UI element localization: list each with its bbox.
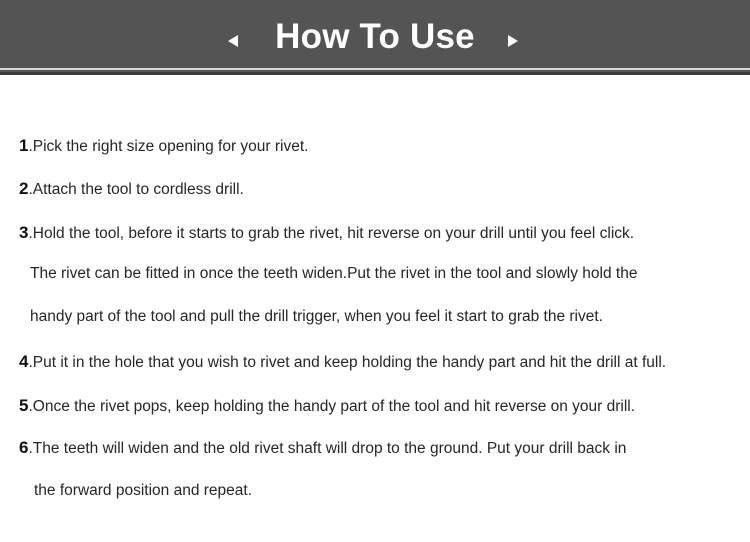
step-6-continuation (34, 481, 252, 501)
step-text: .Put it in the hole that you wish to rivet and keep holding the handy part and hit the drill at full. (28, 354, 667, 371)
step-4 (19, 352, 666, 373)
step-number: 6 (19, 438, 29, 457)
step-2 (19, 179, 244, 200)
step-text: The rivet can be fitted in once the teeth widen.Put the rivet in the tool and slowly hold the (30, 265, 638, 282)
header-shadow (0, 72, 750, 75)
step-3 (19, 223, 634, 244)
step-text: handy part of the tool and pull the drill trigger, when you feel it start to grab the rivet. (30, 308, 603, 325)
step-5 (19, 396, 635, 417)
step-number: 5 (19, 396, 29, 415)
step-1 (19, 136, 308, 157)
step-text: .Pick the right size opening for your rivet. (28, 138, 309, 155)
step-number: 4 (19, 352, 29, 371)
step-text: .Once the rivet pops, keep holding the handy part of the tool and hit reverse on your drill. (28, 398, 636, 415)
step-text: .The teeth will widen and the old rivet shaft will drop to the ground. Put your drill back in (28, 440, 627, 457)
page-title: How To Use (275, 17, 475, 56)
right-triangle-icon (508, 35, 518, 47)
step-number: 3 (19, 223, 29, 242)
step-number: 2 (19, 179, 29, 198)
step-3-continuation (30, 264, 637, 284)
header-divider (0, 68, 750, 70)
step-3-continuation (30, 307, 603, 327)
step-number: 1 (19, 136, 29, 155)
step-text: the forward position and repeat. (34, 482, 252, 499)
step-6 (19, 438, 626, 459)
step-text: .Attach the tool to cordless drill. (28, 181, 244, 198)
step-text: .Hold the tool, before it starts to grab the rivet, hit reverse on your drill until you feel click. (28, 225, 635, 242)
